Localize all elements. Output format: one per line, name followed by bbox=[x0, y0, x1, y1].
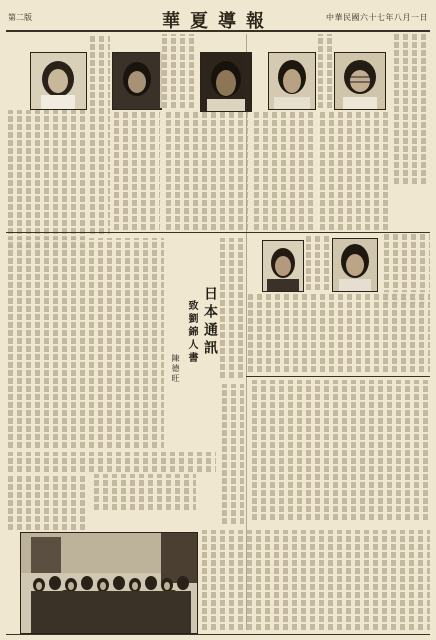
text-column bbox=[160, 34, 196, 108]
group-photo bbox=[20, 532, 198, 634]
portrait-photo bbox=[332, 238, 378, 292]
text-column bbox=[112, 112, 160, 230]
text-column bbox=[6, 238, 164, 448]
text-column bbox=[6, 452, 216, 472]
article-title: 日本通訊 bbox=[202, 286, 218, 358]
header bbox=[6, 8, 430, 32]
text-column bbox=[250, 380, 430, 520]
portrait-photo bbox=[268, 52, 316, 110]
text-column bbox=[316, 34, 332, 108]
text-column bbox=[220, 384, 244, 524]
portrait-photo bbox=[334, 52, 386, 110]
page-number: 第二版 bbox=[8, 13, 32, 22]
divider bbox=[246, 232, 430, 233]
text-column bbox=[6, 110, 86, 250]
masthead: 華夏導報 bbox=[162, 11, 274, 32]
text-column bbox=[304, 236, 330, 290]
column-rule bbox=[246, 34, 247, 630]
text-column bbox=[92, 474, 196, 510]
portrait-photo bbox=[30, 52, 87, 110]
article-subtitle: 致劉錦人書 bbox=[186, 300, 197, 365]
article-byline: 陳德旺 bbox=[171, 354, 180, 384]
portrait-photo bbox=[200, 52, 252, 112]
date-line: 中華民國六十七年八月一日 bbox=[326, 13, 428, 22]
text-column bbox=[252, 112, 314, 230]
divider bbox=[246, 376, 430, 377]
portrait-photo bbox=[262, 240, 304, 292]
divider bbox=[6, 232, 246, 233]
portrait-photo bbox=[112, 52, 162, 110]
bottom-rule bbox=[6, 634, 430, 635]
text-column bbox=[246, 292, 430, 372]
text-column bbox=[200, 530, 430, 630]
text-column bbox=[88, 34, 110, 234]
text-column bbox=[218, 238, 246, 378]
text-column bbox=[392, 34, 430, 184]
text-column bbox=[6, 474, 86, 530]
text-column bbox=[164, 112, 248, 230]
text-column bbox=[318, 110, 390, 230]
